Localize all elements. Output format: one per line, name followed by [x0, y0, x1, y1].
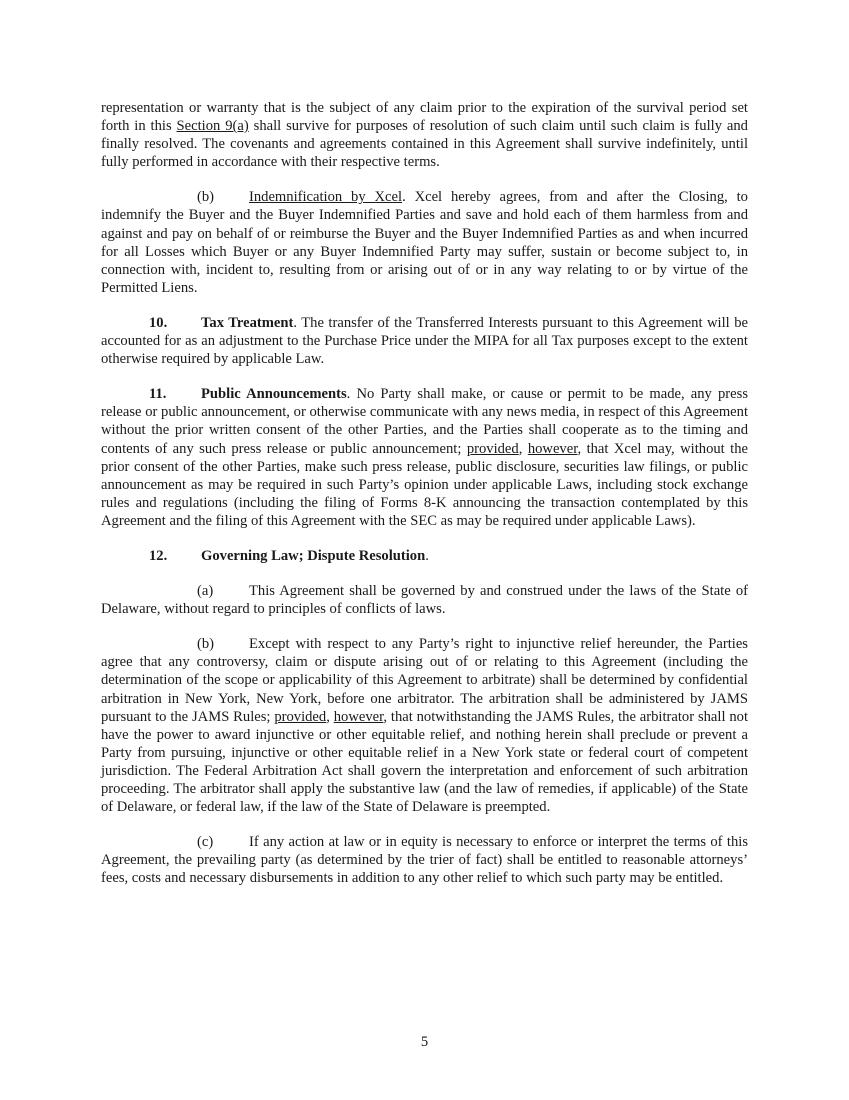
- page-number: 5: [420, 1034, 429, 1050]
- section-number: 12.: [149, 547, 168, 564]
- section-heading: Governing Law; Dispute Resolution: [201, 547, 426, 564]
- section-number: 11.: [149, 386, 167, 403]
- section-heading: Public Announcements: [201, 386, 347, 403]
- section-12-heading: 12. Governing Law; Dispute Resolution.: [149, 547, 429, 564]
- section-number: 10.: [149, 314, 168, 331]
- section-12a: (a) This Agreement shall be governed by and construed under the laws of the State of Delaware, without regard to principles of conflicts of laws.: [101, 583, 748, 618]
- subsection-label: (a): [197, 583, 214, 600]
- section-9a-reference: Section 9(a): [176, 118, 249, 135]
- subsection-label: (c): [197, 834, 214, 851]
- section-11: 11. Public Announcements. No Party shall make, or cause or permit to be made, any press release or public announcement, or otherwise communicate with any news media, in respect of this Agreement without the prior written consent of the other Parties, and the Parties shall cooperate as to the timing and contents of any such press release or public announcement; provided, however, that Xcel may, without the prior consent of the other Parties, make such press release, public disclosure, securities law filings, or public announcement as may be required in such Party’s opinion under applicable Laws, including stock exchange rules and regulations (including the filing of Forms 8-K announcing the transaction contemplated by this Agreement and the filing of this Agreement with the SEC as may be required under applicable Laws).: [101, 386, 749, 529]
- subsection-label: (b): [197, 636, 215, 653]
- section-heading: Tax Treatment: [201, 314, 294, 331]
- indemnification-heading: Indemnification by Xcel: [249, 189, 403, 206]
- section-12b: (b) Except with respect to any Party’s right to injunctive relief hereunder, the Parties agree that any controversy, claim or dispute arising out of or relating to this Agreement (including the determination of the scope or applicability of this Agreement to arbitrate) shall be determined by confidential arbitration in New York, New York, before one arbitrator. The arbitration shall be administered by JAMS pursuant to the JAMS Rules; provided, however, that notwithstanding the JAMS Rules, the arbitrator shall not have the power to award injunctive or other equitable relief, and nothing herein shall preclude or prevent a Party from pursuing, injunctive or other equitable relief in a New York state or federal court of competent jurisdiction. The Federal Arbitration Act shall govern the interpretation and enforcement of such arbitration proceeding. The arbitrator shall apply the substantive law (and the law of remedies, if applicable) of the State of Delaware, or federal law, if the law of the State of Delaware is preempted.: [101, 636, 749, 816]
- survival-paragraph: representation or warranty that is the subject of any claim prior to the expiration of the survival period set forth in this Section 9(a) shall survive for purposes of resolution of such claim until such claim is fully and finally resolved. The covenants and agreements contained in this Agreement shall survive indefinitely, until fully performed in accordance with their respective terms.: [101, 100, 748, 171]
- indemnification-paragraph: (b) Indemnification by Xcel. Xcel hereby agrees, from and after the Closing, to indemnify the Buyer and the Buyer Indemnified Parties and save and hold each of them harmless from and against and pay on behalf of or reimburse the Buyer and the Buyer Indemnified Parties as and when incurred for all Losses which Buyer or any Buyer Indemnified Party may suffer, sustain or become subject to, in connection with, incident to, resulting from or arising out of or in any way relating to or by virtue of the Permitted Liens.: [101, 189, 748, 296]
- section-10: 10. Tax Treatment. The transfer of the Transferred Interests pursuant to this Agreement will be accounted for as an adjustment to the Purchase Price under the MIPA for all Tax purposes except to the extent otherwise required by applicable Law.: [101, 314, 748, 368]
- subsection-label: (b): [197, 189, 215, 206]
- section-12c: (c) If any action at law or in equity is necessary to enforce or interpret the terms of this Agreement, the prevailing party (as determined by the trier of fact) shall be entitled to reasonable attorneys’ fees, costs and necessary disbursements in addition to any other relief to which such party may be entitled.: [101, 834, 748, 887]
